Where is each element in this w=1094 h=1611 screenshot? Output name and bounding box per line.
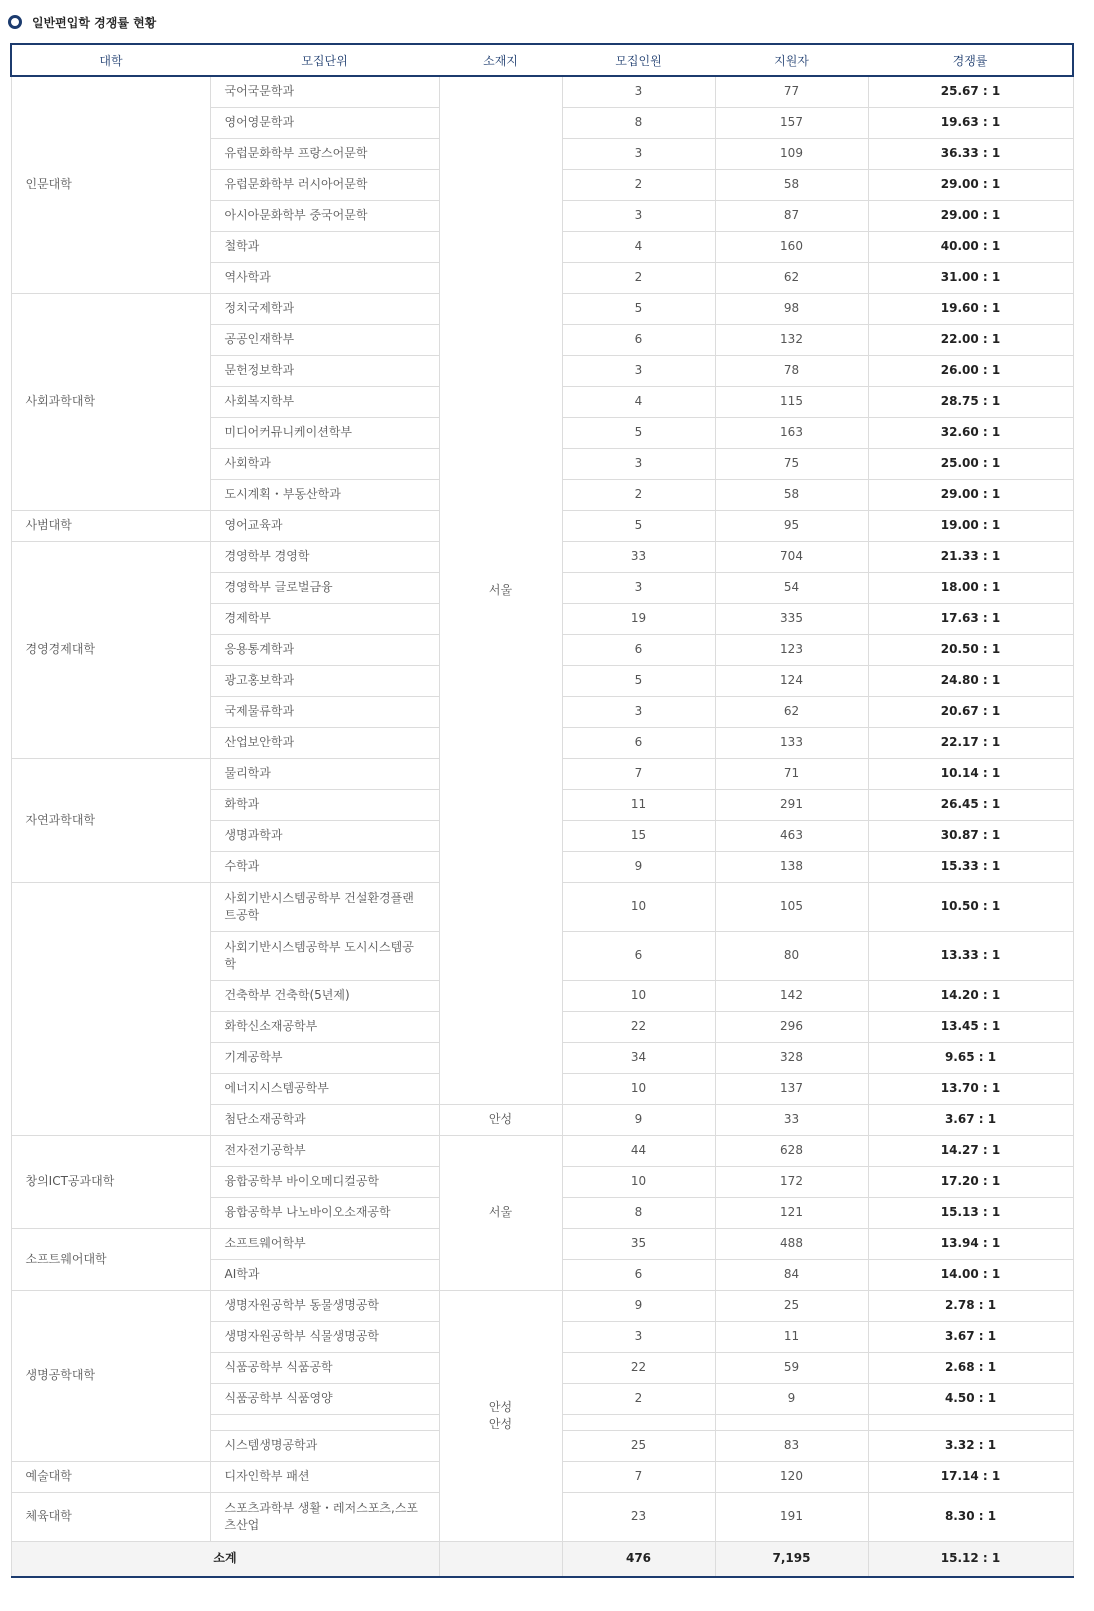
quota-cell: 5 — [562, 417, 715, 448]
location-label: 안성 — [488, 1416, 513, 1431]
quota-cell: 9 — [562, 851, 715, 882]
college-cell: 체육대학 — [11, 1492, 210, 1541]
college-cell: 소프트웨어대학 — [11, 1228, 210, 1290]
quota-cell: 8 — [562, 1197, 715, 1228]
dept-cell: 미디어커뮤니케이션학부 — [210, 417, 439, 448]
applicants-cell: 160 — [715, 231, 868, 262]
applicants-cell: 291 — [715, 789, 868, 820]
quota-cell: 44 — [562, 1135, 715, 1166]
quota-cell: 3 — [562, 448, 715, 479]
applicants-cell: 463 — [715, 820, 868, 851]
ratio-cell: 10.14 : 1 — [868, 758, 1073, 789]
quota-cell: 2 — [562, 1383, 715, 1414]
ratio-cell: 14.27 : 1 — [868, 1135, 1073, 1166]
ratio-cell: 29.00 : 1 — [868, 169, 1073, 200]
total-label: 소계 — [11, 1541, 439, 1577]
ratio-cell: 30.87 : 1 — [868, 820, 1073, 851]
dept-cell: 사회복지학부 — [210, 386, 439, 417]
ratio-cell: 18.00 : 1 — [868, 572, 1073, 603]
dept-cell: 생명자원공학부 동물생명공학 — [210, 1290, 439, 1321]
quota-cell: 4 — [562, 386, 715, 417]
header-unit: 모집단위 — [210, 44, 439, 76]
dept-cell: 물리학과 — [210, 758, 439, 789]
dept-cell: 수학과 — [210, 851, 439, 882]
applicants-cell-empty — [715, 1414, 868, 1430]
dept-cell: 정치국제학과 — [210, 293, 439, 324]
quota-cell: 5 — [562, 510, 715, 541]
quota-cell: 15 — [562, 820, 715, 851]
quota-cell: 6 — [562, 324, 715, 355]
dept-cell: 응용통계학과 — [210, 634, 439, 665]
competition-table — [10, 43, 1074, 1578]
quota-cell: 10 — [562, 980, 715, 1011]
applicants-cell: 157 — [715, 107, 868, 138]
quota-cell: 3 — [562, 138, 715, 169]
ratio-cell: 15.33 : 1 — [868, 851, 1073, 882]
quota-cell: 5 — [562, 293, 715, 324]
ratio-cell: 10.50 : 1 — [868, 882, 1073, 931]
applicants-cell: 75 — [715, 448, 868, 479]
quota-cell: 2 — [562, 262, 715, 293]
applicants-cell: 11 — [715, 1321, 868, 1352]
header-location: 소재지 — [439, 44, 562, 76]
quota-cell: 11 — [562, 789, 715, 820]
quota-cell: 19 — [562, 603, 715, 634]
college-cell: 자연과학대학 — [11, 758, 210, 882]
ratio-cell: 20.67 : 1 — [868, 696, 1073, 727]
applicants-cell: 335 — [715, 603, 868, 634]
quota-cell: 34 — [562, 1042, 715, 1073]
table-row — [11, 76, 1073, 107]
dept-cell: 유럽문화학부 프랑스어문학 — [210, 138, 439, 169]
applicants-cell: 121 — [715, 1197, 868, 1228]
ratio-cell: 25.67 : 1 — [868, 76, 1073, 107]
quota-cell: 3 — [562, 200, 715, 231]
quota-cell: 22 — [562, 1352, 715, 1383]
page-title: 일반편입학 경쟁률 현황 — [32, 15, 157, 30]
dept-cell: 전자전기공학부 — [210, 1135, 439, 1166]
applicants-cell: 142 — [715, 980, 868, 1011]
ratio-cell: 21.33 : 1 — [868, 541, 1073, 572]
ratio-cell: 26.45 : 1 — [868, 789, 1073, 820]
dept-cell: 국어국문학과 — [210, 76, 439, 107]
quota-cell: 6 — [562, 634, 715, 665]
dept-cell: 경제학부 — [210, 603, 439, 634]
total-row — [11, 1541, 1073, 1577]
applicants-cell: 62 — [715, 262, 868, 293]
dept-cell: 시스템생명공학과 — [210, 1430, 439, 1461]
location-cell: 서울 — [439, 76, 562, 1104]
header-college: 대학 — [11, 44, 210, 76]
dept-cell: 융합공학부 바이오메디컬공학 — [210, 1166, 439, 1197]
dept-cell: 문헌정보학과 — [210, 355, 439, 386]
ratio-cell: 13.94 : 1 — [868, 1228, 1073, 1259]
college-cell — [11, 882, 210, 1135]
ratio-cell: 22.17 : 1 — [868, 727, 1073, 758]
ratio-cell: 2.78 : 1 — [868, 1290, 1073, 1321]
college-cell: 경영경제대학 — [11, 541, 210, 758]
college-cell: 예술대학 — [11, 1461, 210, 1492]
total-applicants: 7,195 — [715, 1541, 868, 1577]
dept-cell: 사회학과 — [210, 448, 439, 479]
dept-cell: 건축학부 건축학(5년제) — [210, 980, 439, 1011]
ratio-cell: 19.00 : 1 — [868, 510, 1073, 541]
dept-cell: 경영학부 경영학 — [210, 541, 439, 572]
dept-cell: 유럽문화학부 러시아어문학 — [210, 169, 439, 200]
header-ratio: 경쟁률 — [868, 44, 1073, 76]
quota-cell: 9 — [562, 1104, 715, 1135]
dept-cell: 공공인재학부 — [210, 324, 439, 355]
ratio-cell: 17.63 : 1 — [868, 603, 1073, 634]
applicants-cell: 78 — [715, 355, 868, 386]
ratio-cell: 29.00 : 1 — [868, 479, 1073, 510]
dept-cell: 화학신소재공학부 — [210, 1011, 439, 1042]
applicants-cell: 628 — [715, 1135, 868, 1166]
quota-cell: 33 — [562, 541, 715, 572]
applicants-cell: 296 — [715, 1011, 868, 1042]
header-applicants: 지원자 — [715, 44, 868, 76]
ratio-cell: 14.00 : 1 — [868, 1259, 1073, 1290]
college-cell: 생명공학대학 — [11, 1290, 210, 1461]
quota-cell: 6 — [562, 1259, 715, 1290]
college-cell: 사회과학대학 — [11, 293, 210, 510]
total-ratio: 15.12 : 1 — [868, 1541, 1073, 1577]
dept-cell: 생명자원공학부 식물생명공학 — [210, 1321, 439, 1352]
dept-cell-empty — [210, 1414, 439, 1430]
dept-cell: 사회기반시스템공학부 도시시스템공학 — [210, 931, 439, 980]
applicants-cell: 123 — [715, 634, 868, 665]
total-quota: 476 — [562, 1541, 715, 1577]
applicants-cell: 62 — [715, 696, 868, 727]
dept-cell: 철학과 — [210, 231, 439, 262]
total-location-empty — [439, 1541, 562, 1577]
applicants-cell: 172 — [715, 1166, 868, 1197]
circle-bullet-icon — [8, 15, 22, 29]
quota-cell: 6 — [562, 931, 715, 980]
applicants-cell: 59 — [715, 1352, 868, 1383]
applicants-cell: 58 — [715, 479, 868, 510]
dept-cell: 기계공학부 — [210, 1042, 439, 1073]
ratio-cell: 17.20 : 1 — [868, 1166, 1073, 1197]
dept-cell: AI학과 — [210, 1259, 439, 1290]
applicants-cell: 25 — [715, 1290, 868, 1321]
dept-cell: 영어영문학과 — [210, 107, 439, 138]
dept-cell: 첨단소재공학과 — [210, 1104, 439, 1135]
dept-cell: 경영학부 글로벌금융 — [210, 572, 439, 603]
applicants-cell: 133 — [715, 727, 868, 758]
quota-cell: 9 — [562, 1290, 715, 1321]
dept-cell: 광고홍보학과 — [210, 665, 439, 696]
ratio-cell: 22.00 : 1 — [868, 324, 1073, 355]
dept-cell: 국제물류학과 — [210, 696, 439, 727]
ratio-cell: 26.00 : 1 — [868, 355, 1073, 386]
quota-cell: 2 — [562, 479, 715, 510]
dept-cell: 도시계획・부동산학과 — [210, 479, 439, 510]
applicants-cell: 704 — [715, 541, 868, 572]
applicants-cell: 9 — [715, 1383, 868, 1414]
dept-cell: 사회기반시스템공학부 건설환경플랜트공학 — [210, 882, 439, 931]
quota-cell: 10 — [562, 1073, 715, 1104]
quota-cell: 23 — [562, 1492, 715, 1541]
quota-cell: 5 — [562, 665, 715, 696]
quota-cell: 10 — [562, 882, 715, 931]
ratio-cell: 31.00 : 1 — [868, 262, 1073, 293]
ratio-cell: 20.50 : 1 — [868, 634, 1073, 665]
location-cell: 안성 — [439, 1104, 562, 1135]
ratio-cell: 3.32 : 1 — [868, 1430, 1073, 1461]
dept-cell: 산업보안학과 — [210, 727, 439, 758]
applicants-cell: 54 — [715, 572, 868, 603]
applicants-cell: 191 — [715, 1492, 868, 1541]
dept-cell: 식품공학부 식품공학 — [210, 1352, 439, 1383]
quota-cell: 25 — [562, 1430, 715, 1461]
header-quota: 모집인원 — [562, 44, 715, 76]
applicants-cell: 83 — [715, 1430, 868, 1461]
quota-cell: 7 — [562, 1461, 715, 1492]
applicants-cell: 163 — [715, 417, 868, 448]
ratio-cell: 25.00 : 1 — [868, 448, 1073, 479]
location-label: 안성 — [488, 1399, 513, 1414]
ratio-cell: 9.65 : 1 — [868, 1042, 1073, 1073]
applicants-cell: 87 — [715, 200, 868, 231]
applicants-cell: 58 — [715, 169, 868, 200]
college-cell: 창의ICT공과대학 — [11, 1135, 210, 1228]
ratio-cell: 8.30 : 1 — [868, 1492, 1073, 1541]
ratio-cell: 40.00 : 1 — [868, 231, 1073, 262]
applicants-cell: 132 — [715, 324, 868, 355]
ratio-cell: 15.13 : 1 — [868, 1197, 1073, 1228]
dept-cell: 역사학과 — [210, 262, 439, 293]
applicants-cell: 488 — [715, 1228, 868, 1259]
college-cell: 사범대학 — [11, 510, 210, 541]
ratio-cell: 28.75 : 1 — [868, 386, 1073, 417]
dept-cell: 식품공학부 식품영양 — [210, 1383, 439, 1414]
dept-cell: 생명과학과 — [210, 820, 439, 851]
dept-cell: 융합공학부 나노바이오소재공학 — [210, 1197, 439, 1228]
quota-cell: 35 — [562, 1228, 715, 1259]
quota-cell: 22 — [562, 1011, 715, 1042]
applicants-cell: 71 — [715, 758, 868, 789]
dept-cell: 영어교육과 — [210, 510, 439, 541]
ratio-cell: 13.45 : 1 — [868, 1011, 1073, 1042]
applicants-cell: 137 — [715, 1073, 868, 1104]
ratio-cell: 14.20 : 1 — [868, 980, 1073, 1011]
table-row — [11, 1290, 1073, 1321]
dept-cell: 화학과 — [210, 789, 439, 820]
quota-cell: 3 — [562, 355, 715, 386]
dept-cell: 디자인학부 패션 — [210, 1461, 439, 1492]
applicants-cell: 115 — [715, 386, 868, 417]
quota-cell: 3 — [562, 1321, 715, 1352]
quota-cell: 2 — [562, 169, 715, 200]
applicants-cell: 33 — [715, 1104, 868, 1135]
location-cell: 서울 — [439, 1135, 562, 1290]
applicants-cell: 80 — [715, 931, 868, 980]
college-cell: 인문대학 — [11, 76, 210, 293]
dept-cell: 스포츠과학부 생활・레저스포츠,스포츠산업 — [210, 1492, 439, 1541]
applicants-cell: 138 — [715, 851, 868, 882]
applicants-cell: 95 — [715, 510, 868, 541]
quota-cell: 7 — [562, 758, 715, 789]
quota-cell: 10 — [562, 1166, 715, 1197]
dept-cell: 소프트웨어학부 — [210, 1228, 439, 1259]
ratio-cell: 24.80 : 1 — [868, 665, 1073, 696]
quota-cell: 3 — [562, 572, 715, 603]
dept-cell: 에너지시스템공학부 — [210, 1073, 439, 1104]
ratio-cell: 3.67 : 1 — [868, 1321, 1073, 1352]
ratio-cell: 13.70 : 1 — [868, 1073, 1073, 1104]
ratio-cell: 19.60 : 1 — [868, 293, 1073, 324]
quota-cell: 3 — [562, 76, 715, 107]
applicants-cell: 84 — [715, 1259, 868, 1290]
quota-cell: 8 — [562, 107, 715, 138]
quota-cell: 4 — [562, 231, 715, 262]
quota-cell-empty — [562, 1414, 715, 1430]
table-row — [11, 1135, 1073, 1166]
applicants-cell: 105 — [715, 882, 868, 931]
applicants-cell: 124 — [715, 665, 868, 696]
ratio-cell: 2.68 : 1 — [868, 1352, 1073, 1383]
ratio-cell: 19.63 : 1 — [868, 107, 1073, 138]
applicants-cell: 77 — [715, 76, 868, 107]
applicants-cell: 98 — [715, 293, 868, 324]
quota-cell: 3 — [562, 696, 715, 727]
quota-cell: 6 — [562, 727, 715, 758]
dept-cell: 아시아문화학부 중국어문학 — [210, 200, 439, 231]
table-header-row — [11, 44, 1073, 76]
ratio-cell: 29.00 : 1 — [868, 200, 1073, 231]
ratio-cell: 17.14 : 1 — [868, 1461, 1073, 1492]
ratio-cell-empty — [868, 1414, 1073, 1430]
ratio-cell: 32.60 : 1 — [868, 417, 1073, 448]
applicants-cell: 120 — [715, 1461, 868, 1492]
ratio-cell: 4.50 : 1 — [868, 1383, 1073, 1414]
ratio-cell: 13.33 : 1 — [868, 931, 1073, 980]
applicants-cell: 328 — [715, 1042, 868, 1073]
ratio-cell: 36.33 : 1 — [868, 138, 1073, 169]
location-cell — [439, 1290, 562, 1541]
ratio-cell: 3.67 : 1 — [868, 1104, 1073, 1135]
section-title — [8, 12, 156, 32]
applicants-cell: 109 — [715, 138, 868, 169]
